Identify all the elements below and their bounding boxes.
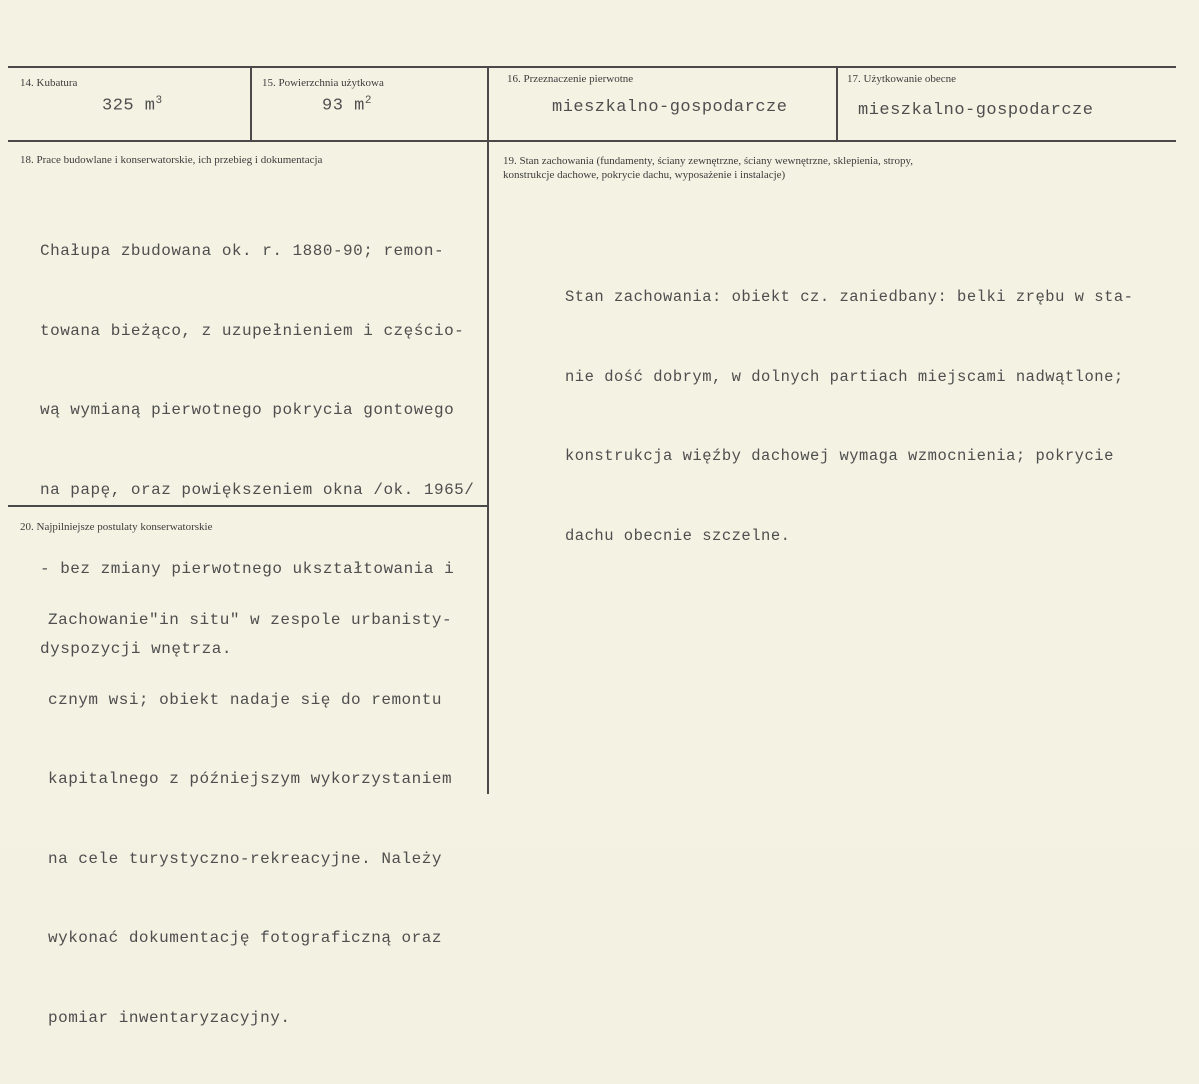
text-line: towana bieżąco, z uzupełnieniem i częścio- <box>40 321 465 340</box>
field-19-label <box>503 154 913 182</box>
text-line: Stan zachowania: obiekt cz. zaniedbany: belki zrębu w sta- <box>565 288 1134 306</box>
field-14-label: 14. Kubatura <box>20 77 78 89</box>
divider-main <box>487 66 489 794</box>
row1-bottom-rule <box>8 140 1176 142</box>
field-20-label: 20. Najpilniejsze postulaty konserwatorskie <box>20 521 213 533</box>
text-line: dyspozycji wnętrza. <box>40 639 232 658</box>
text-line: konstrukcja więźby dachowej wymaga wzmocnienia; pokrycie <box>565 447 1114 465</box>
powierzchnia-unit-exponent: 2 <box>364 95 372 107</box>
divider-16-17 <box>836 66 838 141</box>
text-line: pomiar inwentaryzacyjny. <box>48 1008 291 1027</box>
field-16-label: 16. Przeznaczenie pierwotne <box>507 73 634 85</box>
text-line: na papę, oraz powiększeniem okna /ok. 1965/ <box>40 480 475 499</box>
text-line: cznym wsi; obiekt nadaje się do remontu <box>48 690 442 709</box>
field-15-label: 15. Powierzchnia użytkowa <box>262 77 384 89</box>
divider-14-15 <box>250 66 252 141</box>
field-16-value: mieszkalno-gospodarcze <box>552 98 788 117</box>
text-line: - bez zmiany pierwotnego ukształtowania i <box>40 560 455 578</box>
label-line: 19. Stan zachowania (fundamenty, ściany zewnętrzne, ściany wewnętrzne, sklepienia, stropy, <box>503 155 914 167</box>
kubatura-value: 325 m <box>102 96 156 116</box>
kubatura-unit-exponent: 3 <box>155 95 163 107</box>
field-14-value <box>102 95 163 116</box>
text-line: dachu obecnie szczelne. <box>565 526 791 545</box>
field-19-text <box>565 231 1134 602</box>
label-line: konstrukcje dachowe, pokrycie dachu, wyposażenie i instalacje) <box>503 169 786 181</box>
text-line: Chałupa zbudowana ok. r. 1880-90; remon- <box>40 242 445 260</box>
text-line: kapitalnego z późniejszym wykorzystaniem <box>48 770 453 788</box>
text-line: wykonać dokumentację fotograficzną oraz <box>48 929 442 947</box>
field-17-value: mieszkalno-gospodarcze <box>858 101 1094 120</box>
text-line: na cele turystyczno-rekreacyjne. Należy <box>48 849 442 868</box>
text-line: nie dość dobrym, w dolnych partiach miejscami nadwątlone; <box>565 367 1124 386</box>
field-20-text <box>48 554 452 1084</box>
field-18-label: 18. Prace budowlane i konserwatorskie, ich przebieg i dokumentacja <box>20 154 323 166</box>
text-line: wą wymianą pierwotnego pokrycia gontowego <box>40 401 455 419</box>
field-17-label: 17. Użytkowanie obecne <box>847 73 957 85</box>
field-15-value <box>322 95 372 116</box>
powierzchnia-value: 93 m <box>322 96 365 116</box>
text-line: Zachowanie"in situ" w zespole urbanisty- <box>48 611 453 629</box>
top-rule <box>8 66 1176 68</box>
